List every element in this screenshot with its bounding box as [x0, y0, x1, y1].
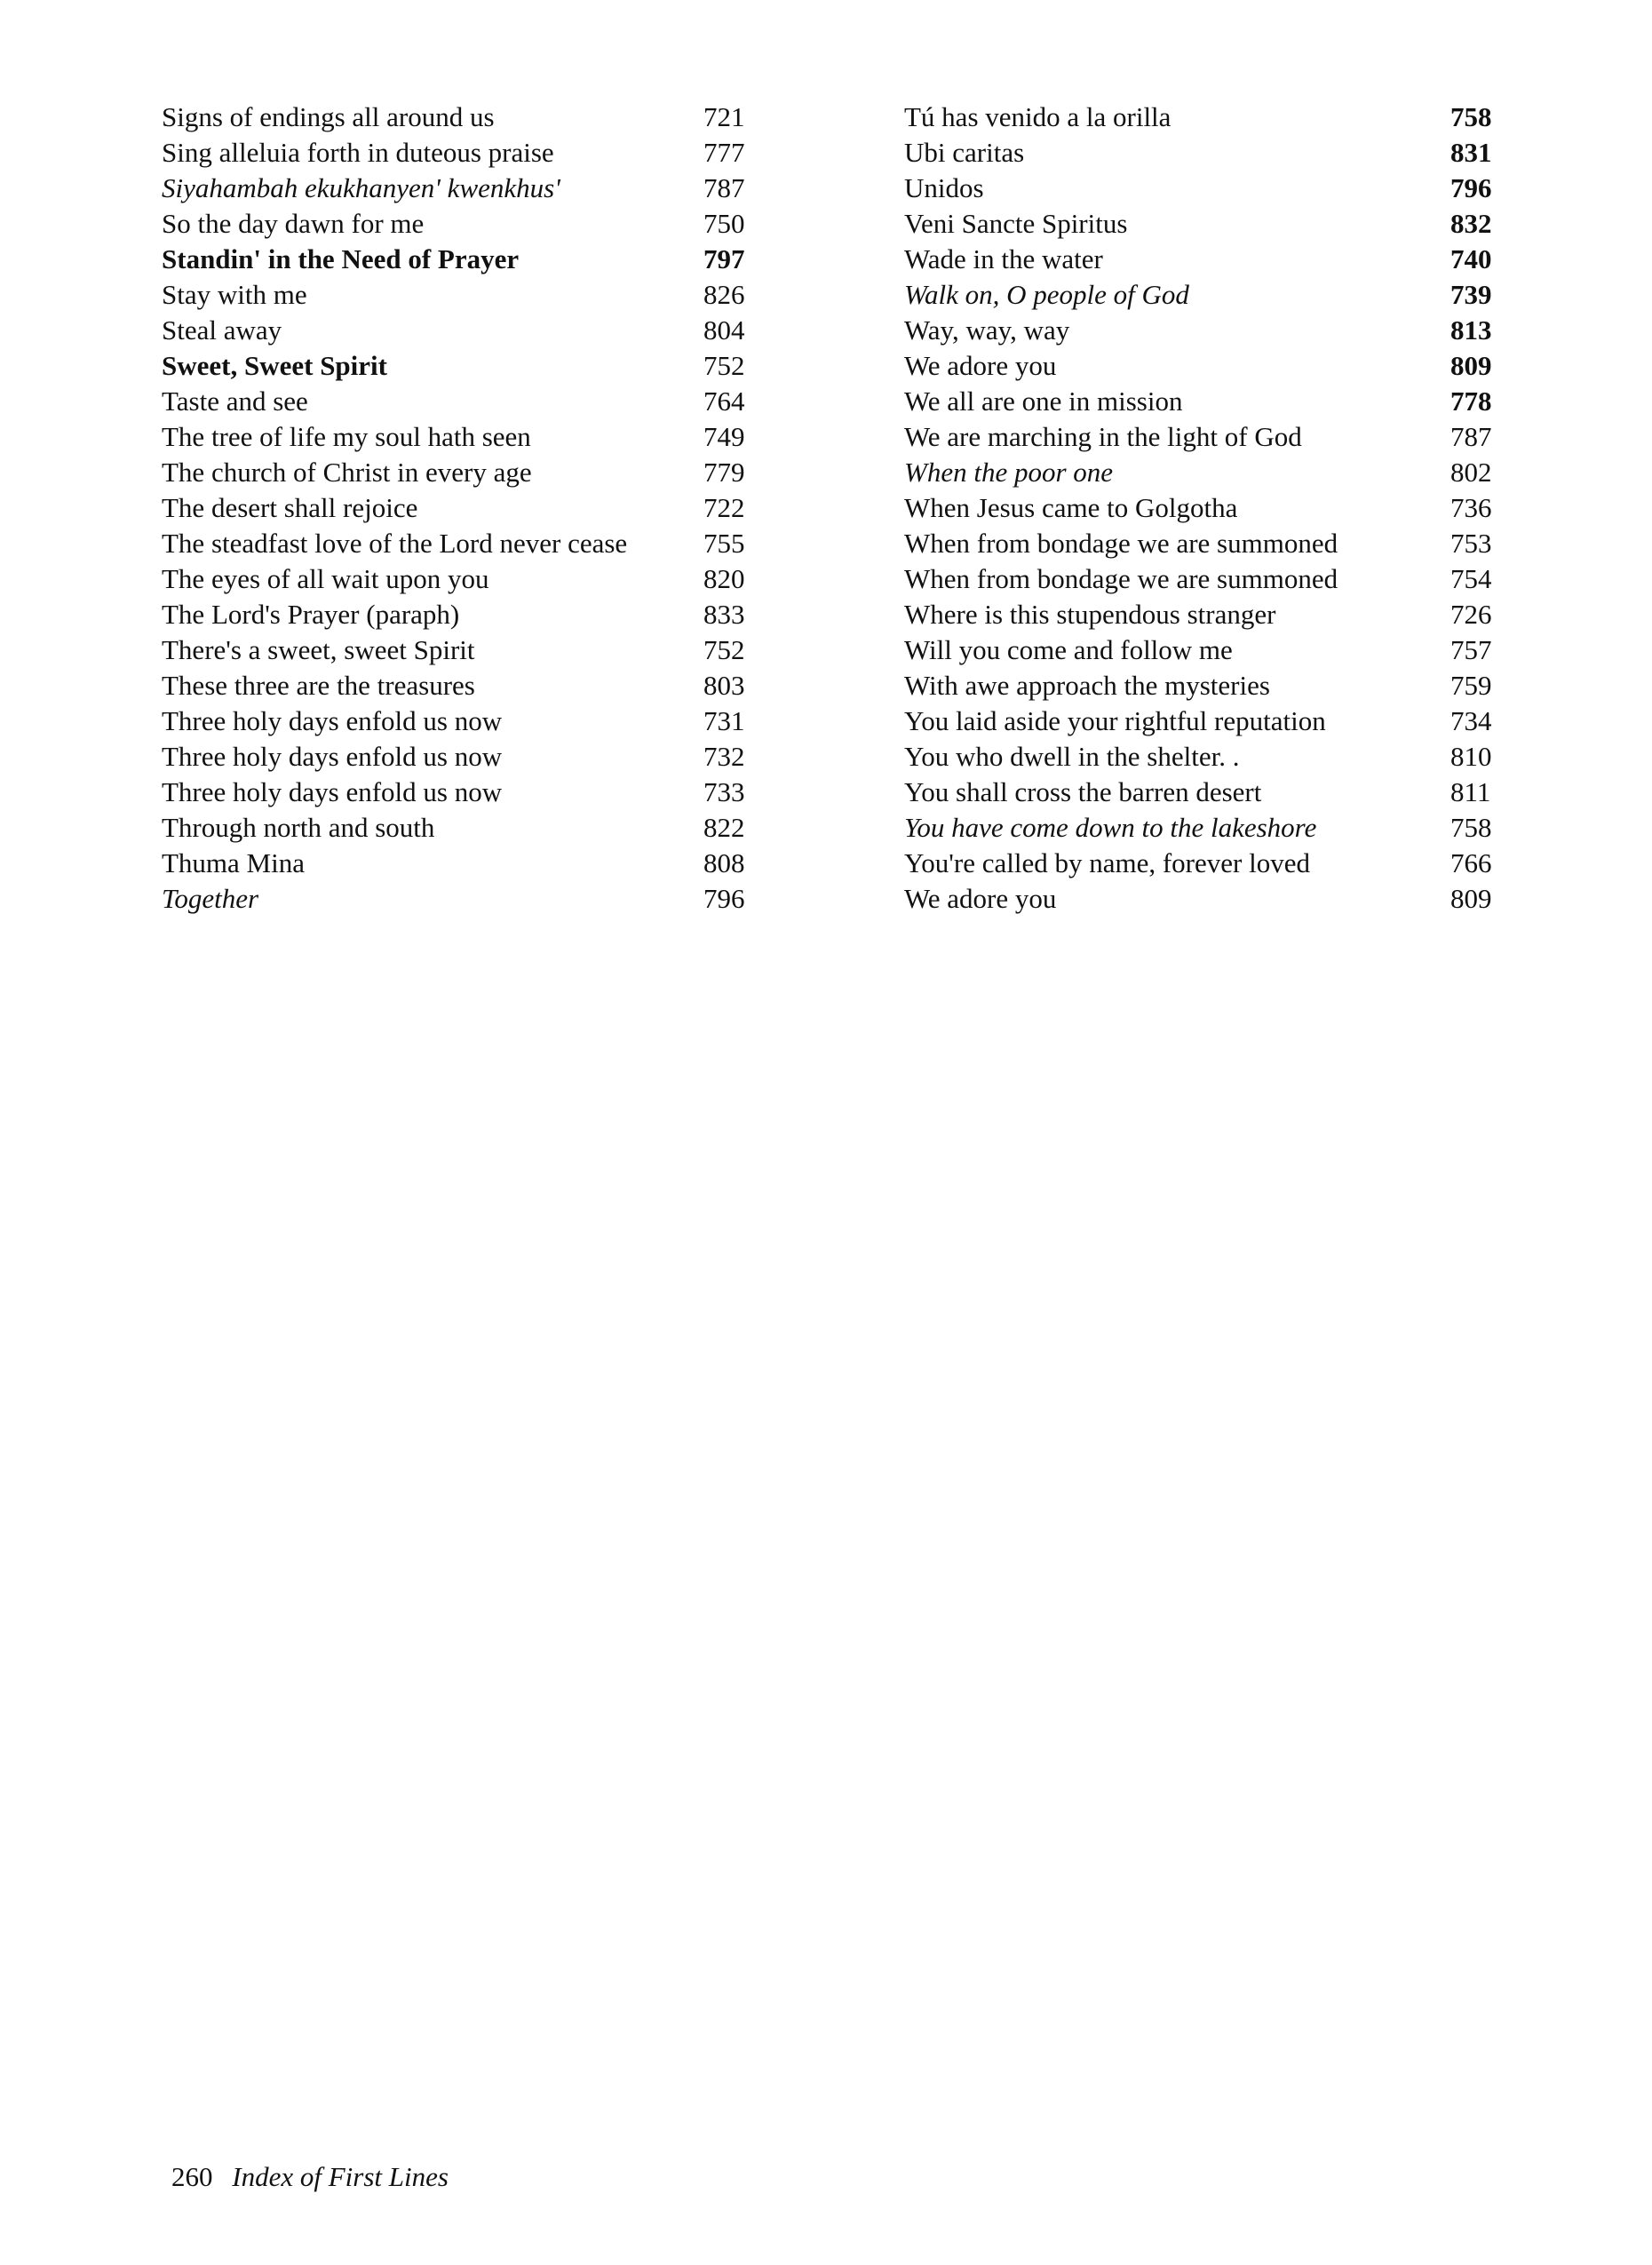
entry-number: 752 [703, 634, 745, 665]
entry-number: 722 [703, 492, 745, 523]
entry-number: 787 [703, 172, 745, 203]
entry-number: 826 [703, 279, 745, 310]
index-entry [904, 455, 1508, 490]
page-number: 260 [171, 2161, 213, 2192]
entry-number: 796 [703, 883, 745, 914]
entry-title: You shall cross the barren desert [904, 776, 1262, 807]
entry-title: When from bondage we are summoned [904, 563, 1338, 594]
index-entry [904, 881, 1508, 917]
entry-title: You who dwell in the shelter. . [904, 741, 1240, 772]
entry-title: We are marching in the light of God [904, 421, 1302, 452]
index-entry [904, 171, 1508, 206]
entry-number: 809 [1450, 350, 1492, 381]
index-entry [162, 135, 757, 171]
index-entry [162, 277, 757, 313]
entry-title: When from bondage we are summoned [904, 528, 1338, 559]
entry-title: Sweet, Sweet Spirit [162, 350, 387, 381]
entry-number: 740 [1450, 243, 1492, 274]
index-entry [162, 313, 757, 348]
entry-number: 808 [703, 847, 745, 878]
entry-number: 787 [1450, 421, 1492, 452]
entry-number: 734 [1450, 705, 1492, 736]
entry-number: 832 [1450, 208, 1492, 239]
index-entry [162, 99, 757, 135]
entry-title: Way, way, way [904, 314, 1070, 346]
entry-title: Through north and south [162, 812, 435, 843]
entry-number: 833 [703, 599, 745, 630]
entry-number: 777 [703, 137, 745, 168]
index-entry [904, 206, 1508, 242]
entry-number: 749 [703, 421, 745, 452]
entry-number: 733 [703, 776, 745, 807]
entry-title: Standin' in the Need of Prayer [162, 243, 520, 274]
entry-title: We adore you [904, 883, 1057, 914]
entry-number: 731 [703, 705, 745, 736]
entry-number: 810 [1450, 741, 1492, 772]
index-entry [162, 242, 757, 277]
entry-title: Will you come and follow me [904, 634, 1233, 665]
index-entry [904, 775, 1508, 810]
index-entry [904, 384, 1508, 419]
entry-number: 753 [1450, 528, 1492, 559]
entry-number: 721 [703, 101, 745, 132]
entry-title: The church of Christ in every age [162, 457, 532, 488]
index-entry [162, 703, 757, 739]
entry-title: Signs of endings all around us [162, 101, 495, 132]
index-entry [162, 419, 757, 455]
entry-title: The steadfast love of the Lord never cease [162, 528, 628, 559]
entry-title: Wade in the water [904, 243, 1103, 274]
entry-number: 758 [1450, 101, 1492, 132]
entry-title: Siyahambah ekukhanyen' kwenkhus' [162, 172, 560, 203]
index-entry [904, 561, 1508, 597]
entry-number: 778 [1450, 385, 1492, 417]
entry-number: 809 [1450, 883, 1492, 914]
index-entry [904, 810, 1508, 846]
index-entry [904, 490, 1508, 526]
index-entry [904, 277, 1508, 313]
entry-number: 803 [703, 670, 745, 701]
entry-title: You have come down to the lakeshore [904, 812, 1317, 843]
entry-number: 766 [1450, 847, 1492, 878]
index-entry [162, 597, 757, 632]
entry-title: Walk on, O people of God [904, 279, 1189, 310]
index-entry [162, 846, 757, 881]
index-entry [904, 597, 1508, 632]
entry-number: 822 [703, 812, 745, 843]
entry-number: 802 [1450, 457, 1492, 488]
entry-number: 726 [1450, 599, 1492, 630]
entry-number: 779 [703, 457, 745, 488]
index-entry [162, 206, 757, 242]
index-entry [904, 846, 1508, 881]
entry-title: The Lord's Prayer (paraph) [162, 599, 460, 630]
entry-title: Three holy days enfold us now [162, 705, 503, 736]
index-entry [904, 668, 1508, 703]
index-entry [904, 703, 1508, 739]
entry-title: With awe approach the mysteries [904, 670, 1270, 701]
entry-title: Three holy days enfold us now [162, 741, 503, 772]
index-left-column [162, 99, 757, 917]
entry-number: 831 [1450, 137, 1492, 168]
entry-title: We all are one in mission [904, 385, 1183, 417]
section-title: Index of First Lines [232, 2161, 449, 2192]
entry-title: Thuma Mina [162, 847, 305, 878]
entry-number: 739 [1450, 279, 1492, 310]
entry-title: Veni Sancte Spiritus [904, 208, 1128, 239]
entry-title: We adore you [904, 350, 1057, 381]
index-entry [904, 632, 1508, 668]
index-entry [162, 775, 757, 810]
index-entry [904, 348, 1508, 384]
entry-title: Stay with me [162, 279, 307, 310]
entry-number: 813 [1450, 314, 1492, 346]
index-entry [904, 419, 1508, 455]
entry-number: 750 [703, 208, 745, 239]
entry-title: The eyes of all wait upon you [162, 563, 489, 594]
entry-number: 797 [703, 243, 745, 274]
entry-number: 811 [1450, 776, 1491, 807]
index-entry [162, 739, 757, 775]
entry-title: Taste and see [162, 385, 308, 417]
index-entry [904, 242, 1508, 277]
index-entry [904, 526, 1508, 561]
index-entry [904, 739, 1508, 775]
entry-number: 796 [1450, 172, 1492, 203]
page-footer [171, 2161, 449, 2193]
index-entry [162, 455, 757, 490]
index-entry [162, 668, 757, 703]
entry-title: These three are the treasures [162, 670, 475, 701]
entry-number: 754 [1450, 563, 1492, 594]
entry-title: You laid aside your rightful reputation [904, 705, 1326, 736]
entry-title: The desert shall rejoice [162, 492, 418, 523]
entry-title: Tú has venido a la orilla [904, 101, 1171, 132]
index-entry [904, 135, 1508, 171]
index-entry [162, 526, 757, 561]
entry-title: When the poor one [904, 457, 1114, 488]
entry-number: 804 [703, 314, 745, 346]
entry-number: 758 [1450, 812, 1492, 843]
index-entry [162, 561, 757, 597]
entry-number: 757 [1450, 634, 1492, 665]
entry-number: 764 [703, 385, 745, 417]
index-right-column [904, 99, 1508, 917]
entry-title: So the day dawn for me [162, 208, 425, 239]
entry-number: 732 [703, 741, 745, 772]
index-entry [162, 490, 757, 526]
entry-title: Unidos [904, 172, 984, 203]
index-entry [904, 313, 1508, 348]
index-entry [162, 881, 757, 917]
index-entry [162, 171, 757, 206]
entry-title: Steal away [162, 314, 282, 346]
index-entry [162, 384, 757, 419]
index-entry [162, 348, 757, 384]
entry-number: 736 [1450, 492, 1492, 523]
entry-title: Ubi caritas [904, 137, 1025, 168]
entry-title: There's a sweet, sweet Spirit [162, 634, 475, 665]
entry-title: When Jesus came to Golgotha [904, 492, 1238, 523]
entry-number: 755 [703, 528, 745, 559]
entry-title: The tree of life my soul hath seen [162, 421, 531, 452]
index-entry [162, 810, 757, 846]
entry-number: 820 [703, 563, 745, 594]
index-entry [904, 99, 1508, 135]
entry-title: You're called by name, forever loved [904, 847, 1310, 878]
entry-title: Sing alleluia forth in duteous praise [162, 137, 554, 168]
entry-title: Together [162, 883, 259, 914]
entry-number: 759 [1450, 670, 1492, 701]
index-entry [162, 632, 757, 668]
entry-title: Three holy days enfold us now [162, 776, 503, 807]
entry-number: 752 [703, 350, 745, 381]
entry-title: Where is this stupendous stranger [904, 599, 1276, 630]
